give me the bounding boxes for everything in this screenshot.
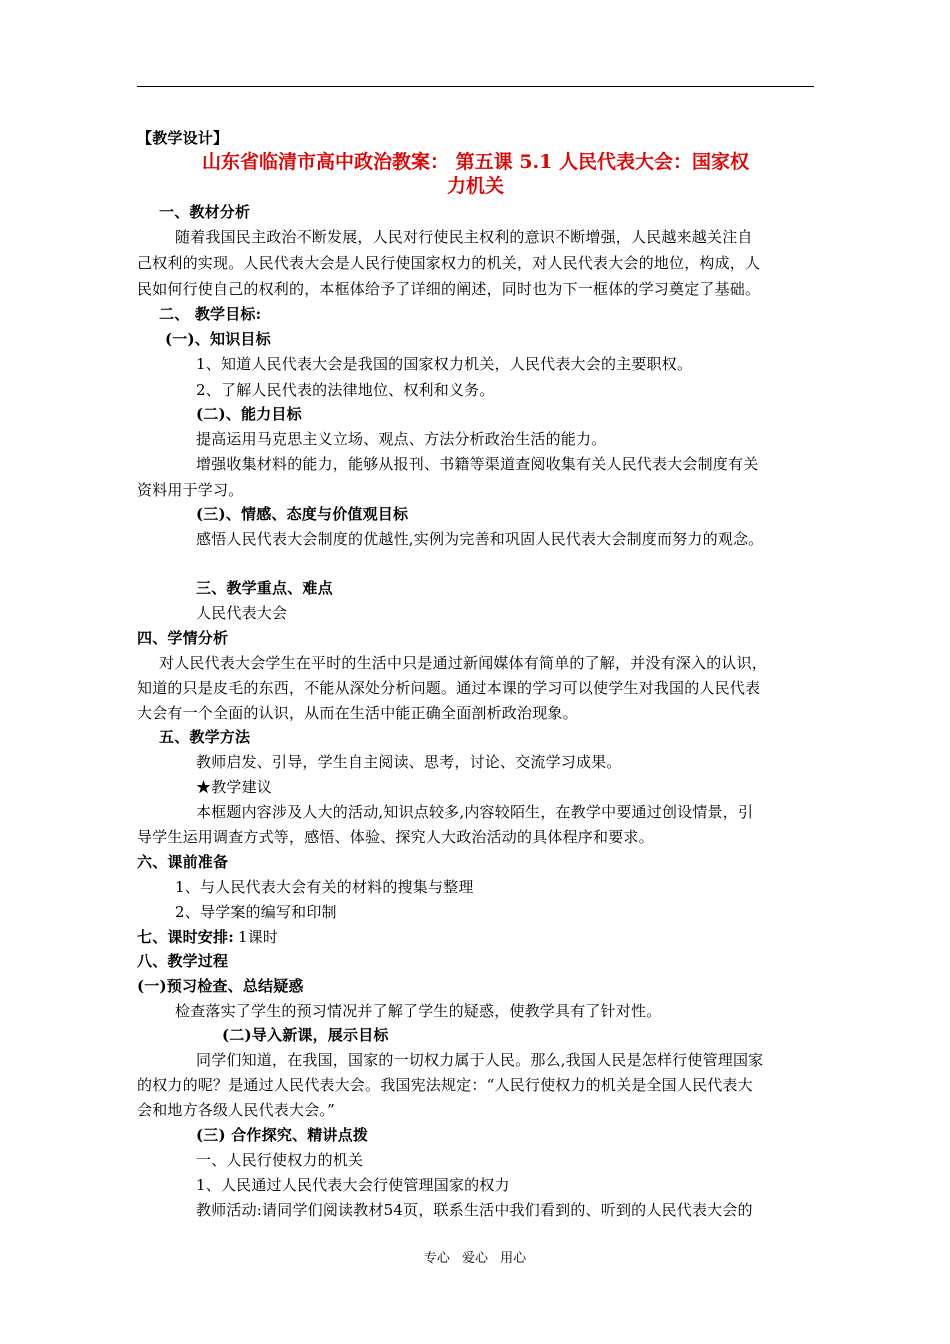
list-item: 2、了解人民代表的法律地位、权利和义务。 — [196, 381, 495, 399]
paragraph-line: 的权力的呢？是通过人民代表大会。我国宪法规定：“人民行使权力的机关是全国人民代表大 — [137, 1076, 753, 1094]
heading-cooperative-inquiry: (三) 合作探究、精讲点拨 — [196, 1126, 369, 1144]
paragraph-line: 检查落实了学生的预习情况并了解了学生的疑惑，使教学具有了针对性。 — [175, 1002, 662, 1020]
paragraph-line: 大会有一个全面的认识，从而在生活中能正确全面剖析政治现象。 — [137, 704, 578, 722]
list-item: 1、人民通过人民代表大会行使管理国家的权力 — [196, 1176, 510, 1194]
heading-emotion-goals: (三)、情感、态度与价值观目标 — [196, 505, 409, 523]
paragraph-line: 感悟人民代表大会制度的优越性,实例为完善和巩固人民代表大会制度而努力的观念。 — [196, 530, 764, 548]
header-rule — [137, 86, 814, 87]
heading-student-analysis: 四、学情分析 — [137, 629, 229, 647]
class-hours-value: 1课时 — [237, 928, 279, 946]
heading-teaching-process: 八、教学过程 — [137, 952, 229, 970]
heading-new-lesson: (二)导入新课，展示目标 — [222, 1026, 389, 1044]
list-item: 2、导学案的编写和印制 — [175, 903, 337, 921]
paragraph-line: 对人民代表大会学生在平时的生活中只是通过新闻媒体有简单的了解，并没有深入的认识， — [159, 654, 768, 672]
section-label: 【教学设计】 — [137, 129, 229, 147]
paragraph-line: 资料用于学习。 — [137, 481, 244, 499]
paragraph-line: 会和地方各级人民代表大会。” — [137, 1101, 335, 1119]
paragraph-line: 本框题内容涉及人大的活动,知识点较多,内容较陌生，在教学中要通过创设情景，引 — [196, 803, 754, 821]
heading-textbook-analysis: 一、教材分析 — [159, 203, 251, 221]
paragraph-line: 随着我国民主政治不断发展，人民对行使民主权利的意识不断增强，人民越来越关注自 — [175, 228, 753, 246]
list-item: 1、与人民代表大会有关的材料的搜集与整理 — [175, 878, 474, 896]
paragraph-line: 知道的只是皮毛的东西，不能从深处分析问题。通过本课的学习可以使学生对我国的人民代表 — [137, 679, 761, 697]
class-hours-line — [137, 927, 278, 947]
paragraph-line: 提高运用马克思主义立场、观点、方法分析政治生活的能力。 — [196, 430, 607, 448]
document-title-line2: 力机关 — [446, 175, 504, 197]
heading-teaching-methods: 五、教学方法 — [159, 728, 251, 746]
list-item: 1、知道人民代表大会是我国的国家权力机关，人民代表大会的主要职权。 — [196, 355, 693, 373]
heading-preparation: 六、课前准备 — [137, 853, 229, 871]
paragraph-line: 民如何行使自己的权利的，本框体给予了详细的阐述，同时也为下一框体的学习奠定了基础。 — [137, 280, 761, 298]
list-item: 一、人民行使权力的机关 — [196, 1151, 364, 1169]
paragraph-line: 己权利的实现。人民代表大会是人民行使国家权力的机关，对人民代表大会的地位，构成，人 — [137, 254, 761, 272]
paragraph-line: 同学们知道，在我国，国家的一切权力属于人民。那么,我国人民是怎样行使管理国家 — [196, 1051, 764, 1069]
paragraph-line: 教师活动:请同学们阅读教材54页，联系生活中我们看到的、听到的人民代表大会的 — [196, 1201, 753, 1219]
paragraph-line: 人民代表大会 — [196, 604, 288, 622]
heading-preview-check: (一)预习检查、总结疑惑 — [137, 977, 304, 995]
heading-knowledge-goals: (一)、知识目标 — [165, 330, 271, 348]
heading-teaching-goals: 二、 教学目标: — [159, 305, 262, 323]
teaching-suggestion-label: ★教学建议 — [196, 778, 273, 796]
document-title-line1: 山东省临清市高中政治教案： 第五课 5.1 人民代表大会：国家权 — [202, 151, 749, 173]
heading-key-points: 三、教学重点、难点 — [196, 579, 333, 597]
paragraph-line: 导学生运用调查方式等，感悟、体验、探究人大政治活动的具体程序和要求。 — [137, 828, 654, 846]
heading-ability-goals: (二)、能力目标 — [196, 405, 302, 423]
paragraph-line: 教师启发、引导，学生自主阅读、思考，讨论、交流学习成果。 — [196, 753, 622, 771]
heading-class-hours: 七、课时安排: — [137, 928, 234, 946]
paragraph-line: 增强收集材料的能力，能够从报刊、书籍等渠道查阅收集有关人民代表大会制度有关 — [196, 455, 759, 473]
page-footer: 专心 爱心 用心 — [423, 1251, 527, 1266]
